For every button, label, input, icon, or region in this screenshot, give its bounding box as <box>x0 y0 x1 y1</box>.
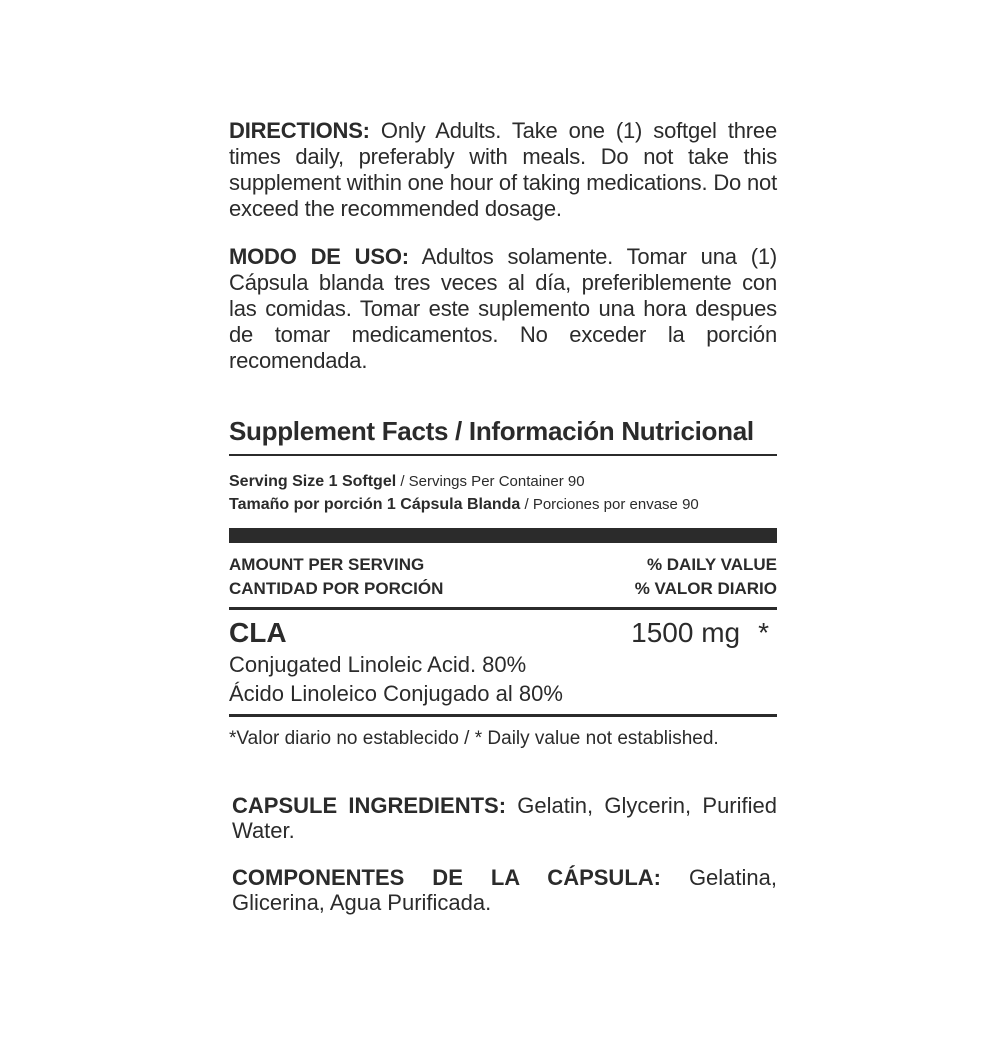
capsule-ingredients-text: Gelatin, Glycerin, Purified Water. <box>232 793 777 843</box>
modo-de-uso-text: Adultos solamente. Tomar una (1) Cápsula blanda tres veces al día, preferiblemente con las comidas. Tomar este suplemento una hora despues de tomar medicamentos. No exceder la porción recomendada. <box>229 244 777 373</box>
supplement-facts-title: Supplement Facts / Información Nutricional <box>229 416 777 456</box>
serving-info <box>229 470 777 516</box>
servings-per-container-en: / Servings Per Container 90 <box>396 473 585 490</box>
componentes-paragraph <box>229 865 777 915</box>
nutrient-description-en: Conjugated Linoleic Acid. 80% <box>229 652 527 677</box>
amount-header-en: AMOUNT PER SERVING <box>229 555 425 574</box>
nutrient-amount: 1500 mg <box>631 617 741 648</box>
nutrient-amount-cell <box>631 616 777 650</box>
amount-header-row <box>229 553 777 610</box>
serving-size-es: Tamaño por porción 1 Cápsula Blanda <box>229 496 521 513</box>
modo-de-uso-paragraph <box>229 244 777 374</box>
serving-line-en <box>229 470 777 493</box>
directions-paragraph <box>229 118 777 222</box>
capsule-ingredients-heading: CAPSULE INGREDIENTS: <box>232 793 507 818</box>
daily-value-header <box>635 553 777 601</box>
directions-heading: DIRECTIONS: <box>229 118 370 143</box>
amount-header <box>229 553 443 601</box>
nutrient-description <box>229 650 777 717</box>
amount-header-es: CANTIDAD POR PORCIÓN <box>229 579 444 598</box>
daily-value-header-es: % VALOR DIARIO <box>634 579 777 598</box>
nutrient-row <box>229 616 777 650</box>
supplement-label <box>229 118 777 937</box>
servings-per-container-es: / Porciones por envase 90 <box>520 496 699 513</box>
serving-size-en: Serving Size 1 Softgel <box>229 473 397 490</box>
directions-text: Only Adults. Take one (1) softgel three times daily, preferably with meals. Do not take this supplement within one hour of taking medications. Do not exceed the recommended dosage. <box>229 118 777 221</box>
nutrient-daily-value: * <box>758 617 769 648</box>
nutrient-name: CLA <box>229 617 287 648</box>
daily-value-footnote: *Valor diario no establecido / * Daily value not established. <box>229 728 719 749</box>
serving-line-es <box>229 493 777 516</box>
capsule-ingredients-paragraph <box>229 793 777 843</box>
daily-value-header-en: % DAILY VALUE <box>646 555 777 574</box>
componentes-heading: COMPONENTES DE LA CÁPSULA: <box>232 865 661 890</box>
thick-divider <box>229 528 777 543</box>
modo-de-uso-heading: MODO DE USO: <box>229 244 409 269</box>
componentes-text: Gelatina, Glicerina, Agua Purificada. <box>232 865 778 915</box>
nutrient-description-es: Ácido Linoleico Conjugado al 80% <box>229 681 563 706</box>
